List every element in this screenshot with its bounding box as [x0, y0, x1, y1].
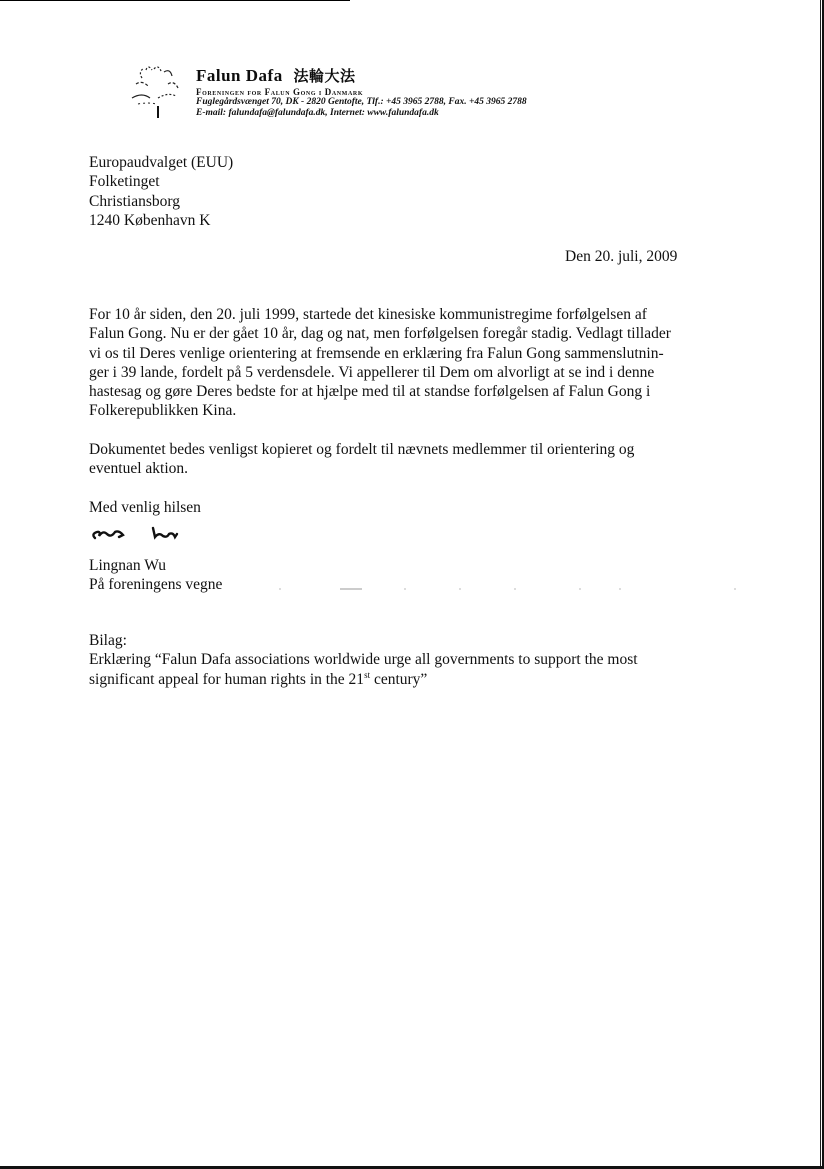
paragraph-line: ger i 39 lande, fordelt på 5 verdensdele. Vi appellerer til Dem om alvorligt at se ind i denne	[89, 363, 655, 381]
signer-block	[89, 556, 222, 595]
paragraph-line: Dokumentet bedes venligst kopieret og fordelt til nævnets medlemmer til orientering og	[89, 441, 635, 458]
closing-salutation: Med venlig hilsen	[89, 499, 201, 516]
paragraph-line: Falun Gong. Nu er der gået 10 år, dag og nat, men forfølgelsen foregår stadig. Vedlagt tillader	[89, 325, 671, 343]
attachment-block	[89, 631, 638, 689]
contact-line: E-mail: falundafa@falundafa.dk, Internet: www.falundafa.dk	[196, 108, 439, 118]
org-name-latin: Falun Dafa	[196, 66, 283, 85]
org-name	[196, 65, 355, 86]
signer-role: På foreningens vegne	[89, 576, 223, 594]
signer-name: Lingnan Wu	[89, 557, 167, 574]
paragraph-line: hastesag og gøre Deres bedste for at hjælpe med til at standse forfølgelsen af Falun Gong i	[89, 383, 651, 401]
paragraph-line: Folkerepublikken Kina.	[89, 402, 237, 420]
handwritten-signature	[89, 524, 199, 548]
org-name-cjk: 法輪大法	[293, 67, 356, 85]
scan-edge-right	[820, 0, 821, 1169]
paragraph-line: eventuel aktion.	[89, 460, 188, 478]
recipient-line: Europaudvalget (EUU)	[89, 154, 234, 171]
letterhead	[128, 62, 728, 122]
body-paragraph-2	[89, 440, 689, 479]
association-name: Foreningen for Falun Gong i Danmark	[196, 87, 364, 97]
scan-noise	[270, 585, 740, 593]
paragraph-line: For 10 år siden, den 20. juli 1999, startede det kinesiske kommunistregime forfølgelsen af	[89, 306, 647, 323]
attachment-text: century”	[370, 670, 428, 688]
scan-edge-top	[0, 0, 350, 1]
recipient-line: Folketinget	[89, 173, 160, 191]
attachment-line-2	[89, 670, 638, 689]
address-line: Fuglegårdsvænget 70, DK - 2820 Gentofte, Tlf.: +45 3965 2788, Fax. +45 3965 2788	[196, 97, 527, 107]
recipient-line: Christiansborg	[89, 192, 180, 210]
lotus-logo-icon	[128, 62, 184, 120]
attachment-text: significant appeal for human rights in the 21	[89, 670, 365, 688]
body-paragraph-1	[89, 305, 689, 421]
recipient-address	[89, 153, 233, 230]
ordinal-suffix: st	[364, 669, 371, 680]
letter-date: Den 20. juli, 2009	[565, 248, 678, 265]
attachment-line: Erklæring “Falun Dafa associations worldwide urge all governments to support the most	[89, 651, 638, 669]
paragraph-line: vi os til Deres venlige orientering at fremsende en erklæring fra Falun Gong sammenslutnin-	[89, 344, 664, 362]
attachment-heading: Bilag:	[89, 632, 127, 649]
recipient-line: 1240 København K	[89, 211, 211, 229]
